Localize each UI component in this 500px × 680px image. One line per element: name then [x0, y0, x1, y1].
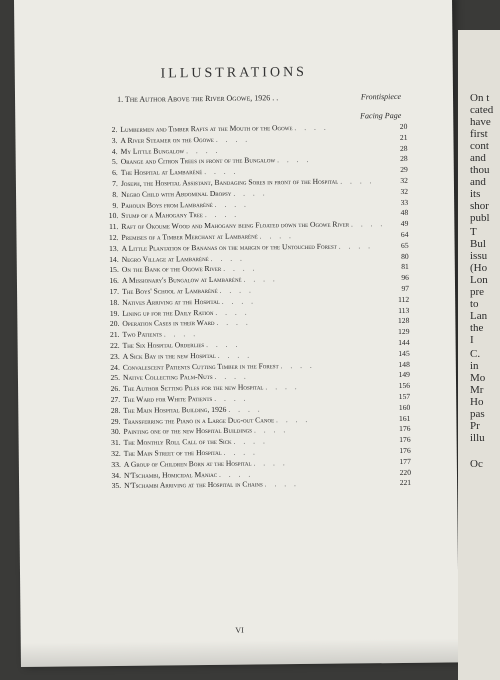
entry-title: A Missionary's Bungalow at Lambaréné . . . . — [121, 274, 278, 286]
entry-title: Native Collecting Palm-Nuts . . . . — [122, 371, 249, 383]
book-page-right — [458, 30, 500, 680]
entry-title: Lining up for the Daily Ration . . . . — [122, 307, 250, 318]
entry-title: Stump of a Mahogany Tree . . . . — [121, 210, 240, 221]
entry-title: Two Patients . . . . — [122, 329, 199, 340]
entry-title: Premises of a Timber Merchant at Lambaréné . . . . — [121, 231, 294, 242]
entry-number: 31. — [111, 438, 121, 448]
entry-page: 29 — [400, 165, 408, 175]
entry-number: 30. — [110, 427, 121, 437]
entry-page: 32 — [400, 175, 408, 185]
right-page-text-fragment: Mo — [470, 372, 486, 384]
right-page-text-fragment: its — [470, 188, 481, 200]
page-folio: VI — [235, 625, 244, 635]
entry-page: 28 — [400, 154, 408, 164]
book-page-left — [14, 0, 459, 667]
entry-page: 28 — [399, 143, 408, 153]
entry-number: 12. — [108, 232, 119, 242]
illustration-list — [101, 122, 411, 492]
leader-dots: . . . . — [233, 188, 268, 198]
leader-dots: . . . . — [217, 350, 253, 360]
entry-title: My Little Bungalow . . . . — [120, 145, 221, 156]
entry-title: Pahouin Boys from Lambaréné . . . . — [121, 199, 249, 210]
leader-dots: . . . . — [265, 382, 300, 392]
entry-title: The Main Hospital Building, 1926 . . . . — [123, 404, 263, 415]
entry-page: 221 — [399, 478, 412, 488]
right-page-text-fragment: Bul — [470, 238, 486, 250]
right-page-text-fragment: Lan — [470, 310, 488, 322]
entry-number: 8. — [112, 189, 119, 199]
entry-number: 27. — [110, 394, 121, 404]
entry-number: 14. — [109, 254, 119, 264]
entry-page: 112 — [397, 294, 410, 304]
leader-dots: . . . . — [243, 274, 278, 284]
entry-number: 6. — [112, 168, 118, 178]
leader-dots: . . . . — [216, 317, 251, 328]
right-page-text-fragment: and — [470, 152, 486, 164]
entry-number: 9. — [112, 200, 119, 210]
page-heading: ILLUSTRATIONS — [160, 64, 308, 82]
right-page-text-fragment: pre — [470, 286, 485, 298]
right-page-text-fragment: publ — [470, 212, 490, 224]
entry-number: 32. — [111, 448, 121, 458]
page-shadow — [21, 638, 459, 667]
entry-number: 13. — [109, 243, 119, 253]
entry-title: A River Steamer on the Ogowe . . . . — [120, 134, 251, 145]
leader-dots: . . . . — [204, 210, 240, 220]
right-page-text-fragment: I — [470, 334, 474, 346]
entry-page: 96 — [401, 273, 409, 283]
right-page-text-fragment: cated — [470, 104, 494, 116]
leader-dots: . . . . — [163, 329, 199, 339]
list-item — [105, 478, 411, 492]
entry-page: 220 — [399, 467, 412, 477]
leader-dots: . . . . — [253, 425, 289, 435]
leader-dots: . . . . — [264, 479, 299, 489]
leader-dots: . . . . — [275, 414, 311, 424]
entry-page: Frontispiece — [360, 91, 402, 102]
entry-page: 48 — [400, 208, 409, 218]
entry-number: 24. — [110, 362, 120, 372]
leader-dots: . . . . — [223, 263, 258, 274]
entry-number: 18. — [109, 297, 120, 307]
entry-title: The Main Street of the Hospital . . . . — [123, 447, 258, 458]
right-page-text-fragment: in — [470, 360, 479, 372]
entry-title: Negro Child with Abdominal Dropsy . . . . — [120, 188, 268, 199]
entry-number: 21. — [109, 330, 120, 340]
leader-dots: . . . . — [204, 166, 239, 177]
right-page-text-fragment: to — [470, 298, 479, 310]
entry-number: 35. — [111, 481, 122, 491]
entry-title: A Group of Children Born at the Hospital . . . . — [123, 457, 288, 469]
entry-title: The Ward for White Patients . . . . — [123, 393, 249, 404]
right-page-text-fragment: Ho — [470, 396, 484, 408]
right-page-text-fragment: first — [470, 128, 488, 140]
facing-page-label: Facing Page — [360, 110, 402, 121]
entry-number: 20. — [109, 319, 120, 329]
entry-number: 10. — [108, 211, 119, 221]
entry-number: 29. — [110, 416, 121, 426]
entry-title: N'Tschambi Arriving at the Hospital in Chains . . . . — [124, 479, 299, 491]
entry-page: 176 — [399, 445, 411, 455]
entry-number: 23. — [110, 351, 120, 361]
entry-page: 176 — [399, 424, 411, 434]
right-page-text-fragment: illu — [470, 432, 485, 444]
entry-page: 21 — [399, 132, 408, 142]
entry-number: 2. — [111, 124, 118, 134]
entry-number: 28. — [110, 405, 121, 415]
entry-page: 81 — [401, 262, 409, 272]
right-page-text-fragment: the — [470, 322, 484, 334]
leader-dots: . . — [272, 93, 279, 103]
leader-dots: . . . . — [350, 219, 386, 229]
entry-number: 11. — [109, 222, 119, 232]
entry-page: 65 — [400, 240, 409, 250]
entry-title: The Six Hospital Orderlies . . . . — [122, 339, 241, 350]
entry-title: A Little Plantation of Bananas on the margin of the Untouched Forest . . . . — [121, 241, 374, 253]
right-page-text-fragment: Mr — [470, 384, 484, 396]
entry-number: 19. — [109, 308, 120, 318]
entry-title: Natives Arriving at the Hospital . . . . — [122, 296, 257, 307]
entry-page: 97 — [401, 283, 410, 293]
entry-number: 1. — [116, 94, 124, 104]
leader-dots: . . . . — [214, 393, 249, 403]
entry-page: 156 — [398, 380, 411, 391]
entry-page: 129 — [398, 327, 410, 337]
entry-number: 25. — [110, 373, 121, 383]
right-page-text-fragment: T — [470, 226, 477, 238]
leader-dots: . . . . — [219, 285, 254, 295]
right-page-text-fragment: cont — [470, 140, 489, 152]
right-page-text-fragment: shor — [470, 200, 489, 212]
entry-number: 15. — [109, 265, 119, 275]
entry-title: Joseph, the Hospital Assistant, Bandaging Sores in front of the Hospital . . . . — [120, 176, 375, 188]
leader-dots: . . . . — [214, 371, 249, 382]
entry-page: 33 — [400, 197, 409, 207]
leader-dots: . . . . — [338, 241, 374, 251]
entry-page: 113 — [398, 305, 410, 315]
entry-title: Operation Cases in their Ward . . . . — [122, 317, 251, 329]
right-page-text-fragment: Lon — [470, 274, 488, 286]
entry-page: 49 — [400, 219, 409, 229]
entry-number: 17. — [109, 286, 120, 296]
leader-dots: . . . . — [228, 404, 263, 414]
entry-page: 64 — [400, 229, 409, 239]
entry-number: 34. — [111, 470, 122, 480]
leader-dots: . . . . — [253, 457, 288, 468]
right-page-text-fragment: C. — [470, 348, 481, 360]
leader-dots: . . . . — [294, 122, 329, 133]
leader-dots: . . . . — [223, 447, 258, 457]
frontispiece-entry — [117, 92, 401, 104]
leader-dots: . . . . — [221, 296, 257, 306]
entry-page: 128 — [397, 316, 410, 326]
entry-title: Convalescent Patients Cutting Timber in the Forest . . . . — [122, 360, 315, 372]
entry-page: 149 — [398, 370, 410, 380]
entry-title: Orange and Citron Trees in front of the Bungalow . . . . — [120, 155, 312, 167]
entry-title: Lumbermen and Timber Rafts at the Mouth of the Ogowe . . . . — [120, 122, 329, 134]
entry-number: 16. — [109, 276, 119, 286]
right-page-text-fragment: issu — [470, 250, 488, 262]
entry-number: 33. — [111, 459, 121, 469]
entry-title: A Sick Bay in the new Hospital . . . . — [122, 350, 253, 361]
entry-page: 157 — [398, 391, 411, 401]
entry-title: Raft of Okoume Wood and Mahogany being Floated down the Ogowe River . . . . — [121, 219, 386, 232]
entry-page: 160 — [398, 402, 411, 412]
right-page-text-fragment: (Ho — [470, 262, 488, 274]
entry-page: 144 — [398, 337, 410, 347]
entry-page: 148 — [398, 359, 410, 369]
entry-title: The Monthly Roll Call of the Sick . . . . — [123, 436, 268, 447]
entry-title: Transferring the Piano in a Large Dug-out Canoe . . . . — [123, 414, 311, 426]
leader-dots: . . . . — [214, 199, 249, 209]
leader-dots: . . . . — [259, 231, 294, 241]
entry-page: 20 — [399, 121, 408, 131]
entry-title: Negro Village at Lambaréné . . . . — [121, 253, 245, 264]
leader-dots: . . . . — [233, 436, 268, 446]
leader-dots: . . . . — [215, 134, 251, 144]
right-page-text-fragment: Oc — [470, 458, 483, 470]
entry-number: 5. — [111, 157, 118, 167]
leader-dots: . . . . — [277, 155, 312, 165]
leader-dots: . . . . — [280, 360, 315, 370]
entry-title: The Hospital at Lambaréné . . . . — [120, 166, 239, 178]
entry-page: 145 — [398, 348, 410, 358]
entry-title: The Author Setting Piles for the new Hospital . . . . — [123, 382, 300, 394]
leader-dots: . . . . — [218, 469, 254, 479]
right-page-text-fragment: thou — [470, 164, 490, 176]
right-page-text-fragment: On t — [470, 92, 490, 104]
leader-dots: . . . . — [186, 145, 221, 155]
entry-title: N'Tschambi, Homicidal Maniac . . . . — [123, 469, 254, 480]
right-page-text-fragment: Pr — [470, 420, 480, 432]
entry-number: 4. — [111, 146, 118, 156]
leader-dots: . . . . — [215, 307, 250, 317]
entry-title: The Boys' School at Lambaréné . . . . — [122, 285, 254, 296]
entry-number: 26. — [110, 384, 121, 394]
entry-title: The Author Above the River Ogowe, 1926 — [124, 93, 271, 104]
entry-page: 80 — [401, 251, 409, 261]
entry-number: 22. — [110, 340, 120, 350]
right-page-text-fragment: and — [470, 176, 486, 188]
entry-page: 32 — [400, 186, 409, 196]
leader-dots: . . . . — [205, 339, 241, 349]
entry-title: Painting one of the new Hospital Buildings . . . . — [123, 425, 289, 437]
entry-title: On the Bank of the Ogowe River . . . . — [121, 263, 258, 275]
entry-number: 7. — [112, 178, 118, 188]
right-page-text-fragment: have — [470, 116, 491, 128]
leader-dots: . . . . — [210, 253, 245, 263]
entry-number: 3. — [111, 135, 118, 145]
entry-page: 177 — [399, 456, 411, 466]
entry-page: 161 — [398, 413, 411, 423]
right-page-text-fragment: pas — [470, 408, 485, 420]
leader-dots: . . . . — [340, 176, 375, 186]
entry-page: 176 — [399, 434, 411, 445]
